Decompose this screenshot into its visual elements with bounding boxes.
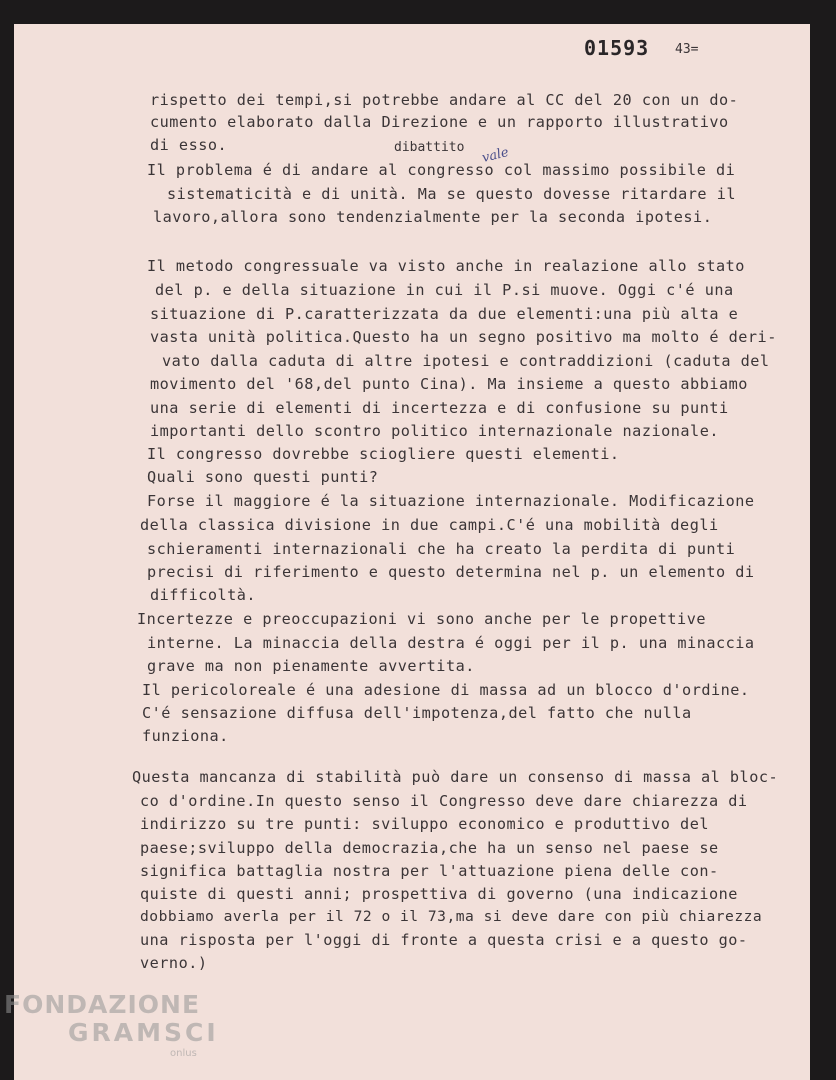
text-line: sistematicità e di unità. Ma se questo dovesse ritardare il xyxy=(167,185,736,203)
text-line: C'é sensazione diffusa dell'impotenza,del fatto che nulla xyxy=(142,704,692,722)
text-line: una risposta per l'oggi di fronte a questa crisi e a questo go- xyxy=(140,931,748,949)
handwritten-note: vale xyxy=(480,144,511,167)
text-line: di esso. xyxy=(150,136,228,154)
text-line: dobbiamo averla per il 72 o il 73,ma si deve dare con più chiarezza xyxy=(140,908,763,925)
watermark-line2: GRAMSCI xyxy=(68,1018,219,1047)
text-line: importanti dello scontro politico internazionale nazionale. xyxy=(150,422,719,440)
text-line: interne. La minaccia della destra é oggi per il p. una minaccia xyxy=(147,634,755,652)
text-line: Quali sono questi punti? xyxy=(147,468,379,486)
page-number: 43= xyxy=(675,42,699,57)
text-line: schieramenti internazionali che ha creato la perdita di punti xyxy=(147,540,736,558)
watermark-line1: FONDAZIONE xyxy=(4,990,201,1019)
text-line: Incertezze e preoccupazioni vi sono anche per le propettive xyxy=(137,610,706,628)
text-line: cumento elaborato dalla Direzione e un rapporto illustrativo xyxy=(150,113,729,131)
document-number: 01593 xyxy=(584,36,650,60)
text-line: precisi di riferimento e questo determina nel p. un elemento di xyxy=(147,563,755,581)
text-line: quiste di questi anni; prospettiva di governo (una indicazione xyxy=(140,885,738,903)
text-line: situazione di P.caratterizzata da due elementi:una più alta e xyxy=(150,305,739,323)
text-line: Il metodo congressuale va visto anche in realazione allo stato xyxy=(147,257,745,275)
text-line: grave ma non pienamente avvertita. xyxy=(147,657,475,675)
text-line: vato dalla caduta di altre ipotesi e contraddizioni (caduta del xyxy=(162,352,770,370)
text-line: della classica divisione in due campi.C'é una mobilità degli xyxy=(140,516,719,534)
text-line: Il congresso dovrebbe sciogliere questi elementi. xyxy=(147,445,620,463)
text-line: significa battaglia nostra per l'attuazione piena delle con- xyxy=(140,862,719,880)
text-line: vasta unità politica.Questo ha un segno positivo ma molto é deri- xyxy=(150,328,777,346)
text-line: movimento del '68,del punto Cina). Ma insieme a questo abbiamo xyxy=(150,375,748,393)
text-line: lavoro,allora sono tendenzialmente per la seconda ipotesi. xyxy=(153,208,713,226)
text-line: Forse il maggiore é la situazione internazionale. Modificazione xyxy=(147,492,755,510)
text-line: co d'ordine.In questo senso il Congresso deve dare chiarezza di xyxy=(140,792,748,810)
text-line: Questa mancanza di stabilità può dare un consenso di massa al bloc- xyxy=(132,768,779,786)
text-line: funziona. xyxy=(142,727,229,745)
text-line: verno.) xyxy=(140,954,208,972)
text-line: del p. e della situazione in cui il P.si muove. Oggi c'é una xyxy=(155,281,734,299)
text-line: Il problema é di andare al congresso col massimo possibile di xyxy=(147,161,736,179)
text-line: difficoltà. xyxy=(150,586,257,604)
text-line: rispetto dei tempi,si potrebbe andare al CC del 20 con un do- xyxy=(150,91,739,109)
inserted-word: dibattito xyxy=(394,140,465,155)
text-line: indirizzo su tre punti: sviluppo economico e produttivo del xyxy=(140,815,709,833)
text-line: paese;sviluppo della democrazia,che ha un senso nel paese se xyxy=(140,839,719,857)
watermark-line3: onlus xyxy=(170,1048,197,1059)
text-line: Il pericoloreale é una adesione di massa ad un blocco d'ordine. xyxy=(142,681,750,699)
text-line: una serie di elementi di incertezza e di confusione su punti xyxy=(150,399,729,417)
